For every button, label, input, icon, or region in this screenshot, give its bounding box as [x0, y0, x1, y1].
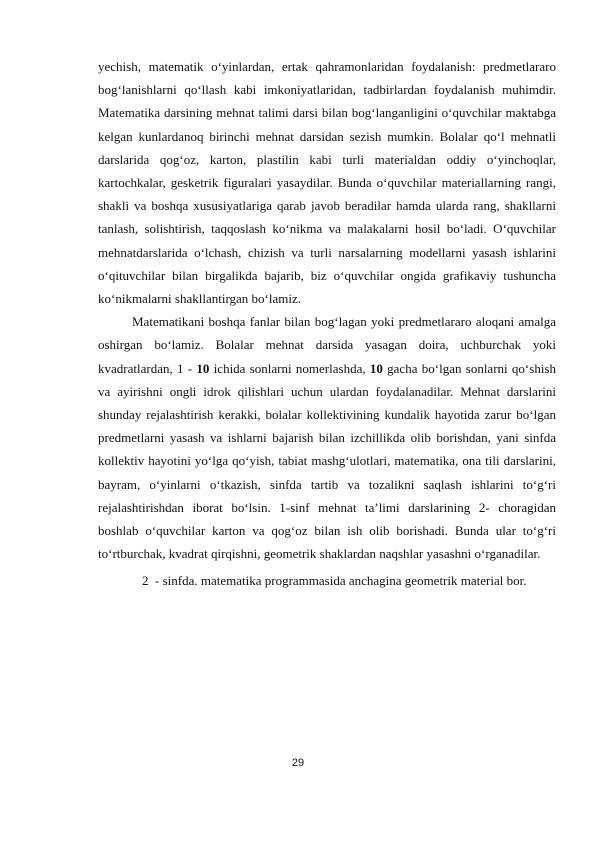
numbered-list-item	[98, 570, 556, 591]
bold-number-10-a: 10	[196, 360, 210, 376]
paragraph-2-part-d: gacha bo‘lgan sonlarni qo‘shish va ayirishni ongli idrok qilishlari uchun ulardan foydalanadilar. Mehnat darslarini shunday rejalashtirish kerakki, bolalar kollektivining kundalik hayotida zarur bo‘lgan predmetlarni yasash va ishlarni bajarish bilan izchillikda olib borishdan, yani sinfda kollektiv hayotini yo‘lga qo‘yish, tabiat mashg‘ulotlari, matematika, ona tili darslarini, bayram, o‘yinlarni o‘tkazish, sinfda tartib va tozalikni saqlash ishlarini to‘g‘ri rejalashtirishdan iborat bo‘lsin. 1-sinf mehnat ta’limi darslarining 2- choragidan boshlab o‘quvchilar karton va qog‘oz bilan ish olib borishadi. Bunda ular to‘g‘ri to‘rtburchak, kvadrat qirqishni, geometrik shaklardan naqshlar yasashni o‘rganadilar.	[98, 360, 556, 562]
bold-number-10-b: 10	[369, 360, 383, 376]
body-text	[98, 55, 556, 591]
list-item-text: - sinfda. matematika programmasida anchagina geometrik material bor.	[155, 573, 527, 589]
paragraph-1: yechish, matematik o‘yinlardan, ertak qahramonlaridan foydalanish: predmetlararo bog‘lanishlarni qo‘llash kabi imkoniyatlaridan, tadbirlardan foydalanish muhimdir. Matematika darsining mehnat talimi darsi bilan bog‘langanligini o‘quvchilar maktabga kelgan kunlardanoq birinchi mehnat darsidan sezish mumkin. Bolalar qo‘l mehnatli darslarida qog‘oz, karton, plastilin kabi turli materialdan oddiy o‘yinchoqlar, kartochkalar, gesketrik figuralari yasaydilar. Bunda o‘quvchilar materiallarning rangi, shakli va boshqa xususiyatlariga qarab javob beradilar hamda ularda rang, shakllarni tanlash, solishtirish, taqqoslash ko‘nikma va malakalarni hosil bo‘ladi. O‘quvchilar mehnatdarslarida o‘lchash, chizish va turli narsalarning modellarni yasash ishlarini o‘qituvchilar bilan birgalikda bajarib, biz o‘quvchilar ongida grafikaviy tushuncha ko‘nikmalarni shakllantirgan bo‘lamiz.	[98, 59, 556, 307]
list-item-number: 2	[142, 573, 149, 589]
paragraph-2-part-a: Matematikani boshqa fanlar bilan bog‘lagan yoki predmetlararo aloqani amalga oshirgan bo‘lamiz. Bolalar mehnat darsida yasagan doira, uchburchak yoki kvadratlardan, 1 -	[98, 314, 556, 376]
paragraph-2	[98, 310, 556, 565]
page-number: 29	[291, 757, 305, 769]
paragraph-2-part-c: ichida sonlarni nomerlashda,	[209, 360, 370, 376]
